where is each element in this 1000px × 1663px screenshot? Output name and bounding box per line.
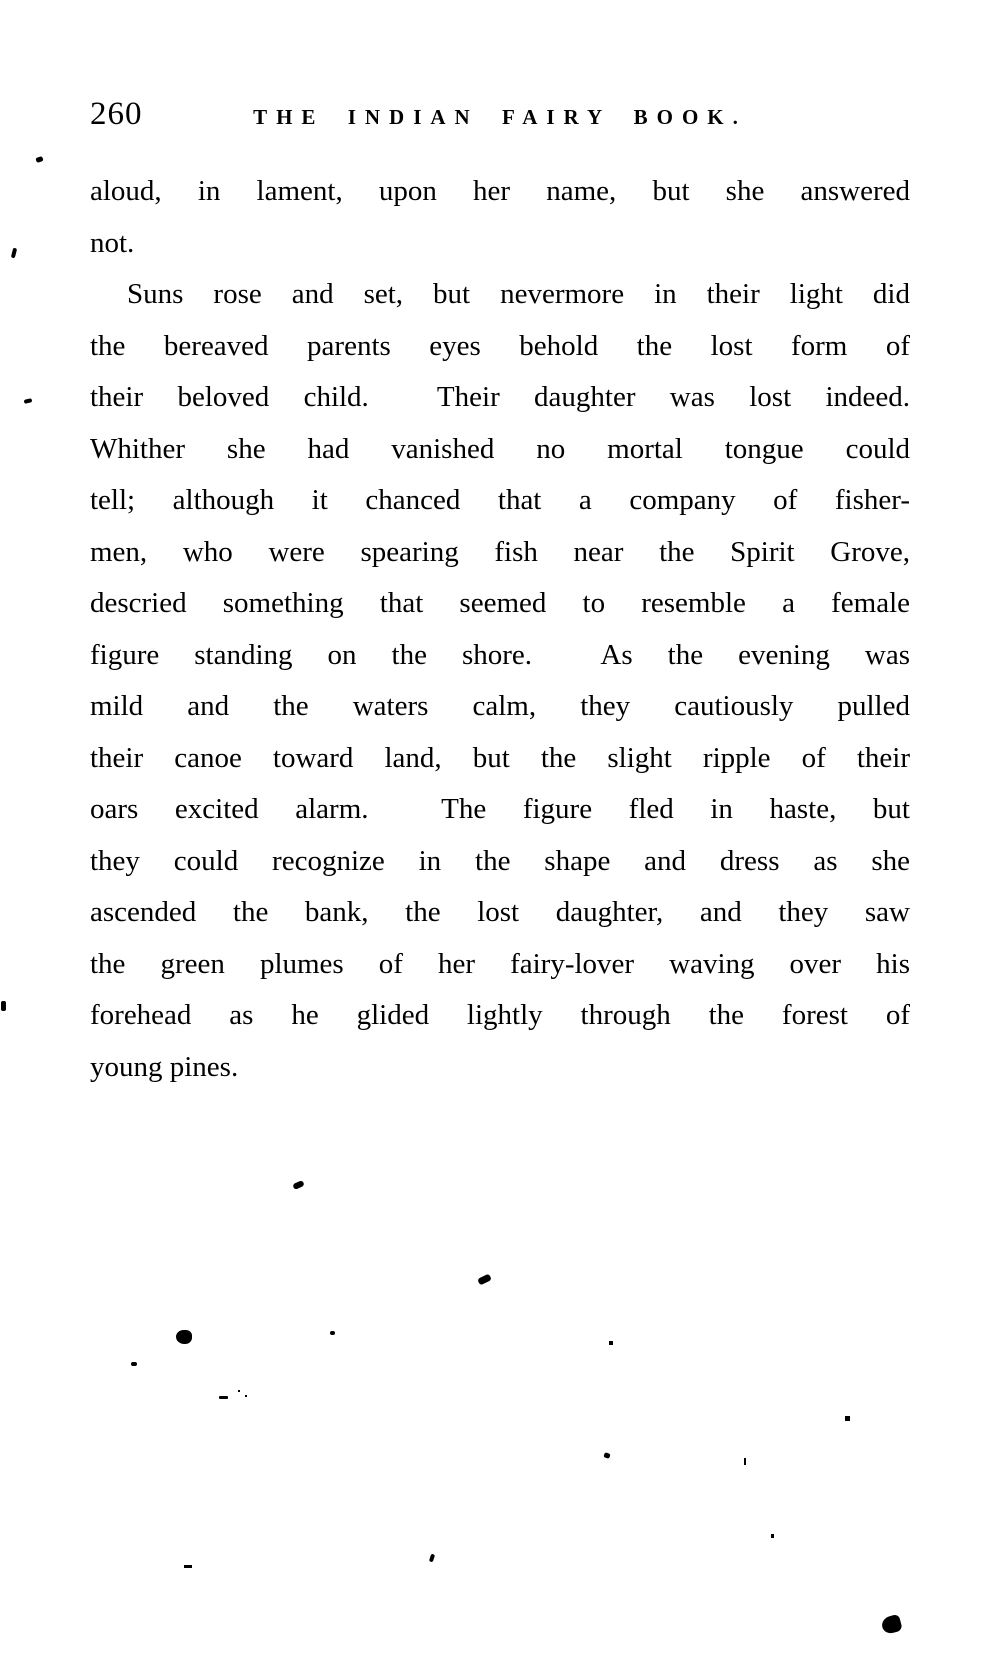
text-line: mild and the waters calm, they cautiously pulled [90, 690, 910, 722]
scan-speck [609, 1341, 613, 1345]
scan-speck [292, 1180, 304, 1190]
text-line: they could recognize in the shape and dress as she [90, 844, 910, 877]
scan-speck [429, 1554, 435, 1563]
text-line: Whither she had vanished no mortal tongue could [90, 432, 910, 465]
text-line: the bereaved parents eyes behold the lost form of [90, 329, 910, 362]
scan-speck [771, 1534, 774, 1538]
scan-speck [245, 1395, 247, 1397]
running-header [90, 96, 910, 136]
scan-speck [35, 156, 43, 163]
scan-speck [24, 398, 33, 404]
text-line: tell; although it chanced that a company of fisher- [90, 484, 910, 516]
scan-speck [330, 1331, 335, 1335]
scan-speck [744, 1458, 746, 1465]
scan-speck [11, 248, 17, 259]
text-line: forehead as he glided lightly through the forest of [90, 999, 910, 1031]
scan-speck [219, 1396, 228, 1399]
scan-speck [184, 1565, 192, 1568]
scan-speck [603, 1452, 610, 1459]
ink-blot [880, 1614, 903, 1635]
scan-speck [131, 1362, 137, 1366]
scan-speck [238, 1390, 240, 1392]
text-line: Suns rose and set, but nevermore in their light did [127, 278, 910, 310]
text-line: descried something that seemed to resemble a female [90, 587, 910, 619]
text-line: oars excited alarm. The figure fled in haste, but [90, 793, 910, 825]
text-line: figure standing on the shore. As the evening was [90, 638, 910, 671]
text-line: young pines. [90, 1050, 239, 1083]
scan-speck [845, 1416, 850, 1421]
page-number: 260 [90, 96, 143, 132]
scan-speck [477, 1274, 492, 1286]
text-line: their canoe toward land, but the slight ripple of their [90, 741, 910, 774]
text-line: men, who were spearing fish near the Spirit Grove, [90, 535, 910, 568]
text-line: not. [90, 226, 135, 259]
body-text-block [90, 166, 910, 1093]
text-line: aloud, in lament, upon her name, but she answered [90, 175, 910, 207]
text-line: their beloved child. Their daughter was lost indeed. [90, 381, 910, 413]
page-header-title: THE INDIAN FAIRY BOOK. [253, 105, 747, 129]
text-line: ascended the bank, the lost daughter, and they saw [90, 896, 910, 928]
ink-blot [176, 1330, 192, 1344]
scan-speck [1, 1001, 6, 1011]
text-line: the green plumes of her fairy-lover waving over his [90, 947, 910, 980]
